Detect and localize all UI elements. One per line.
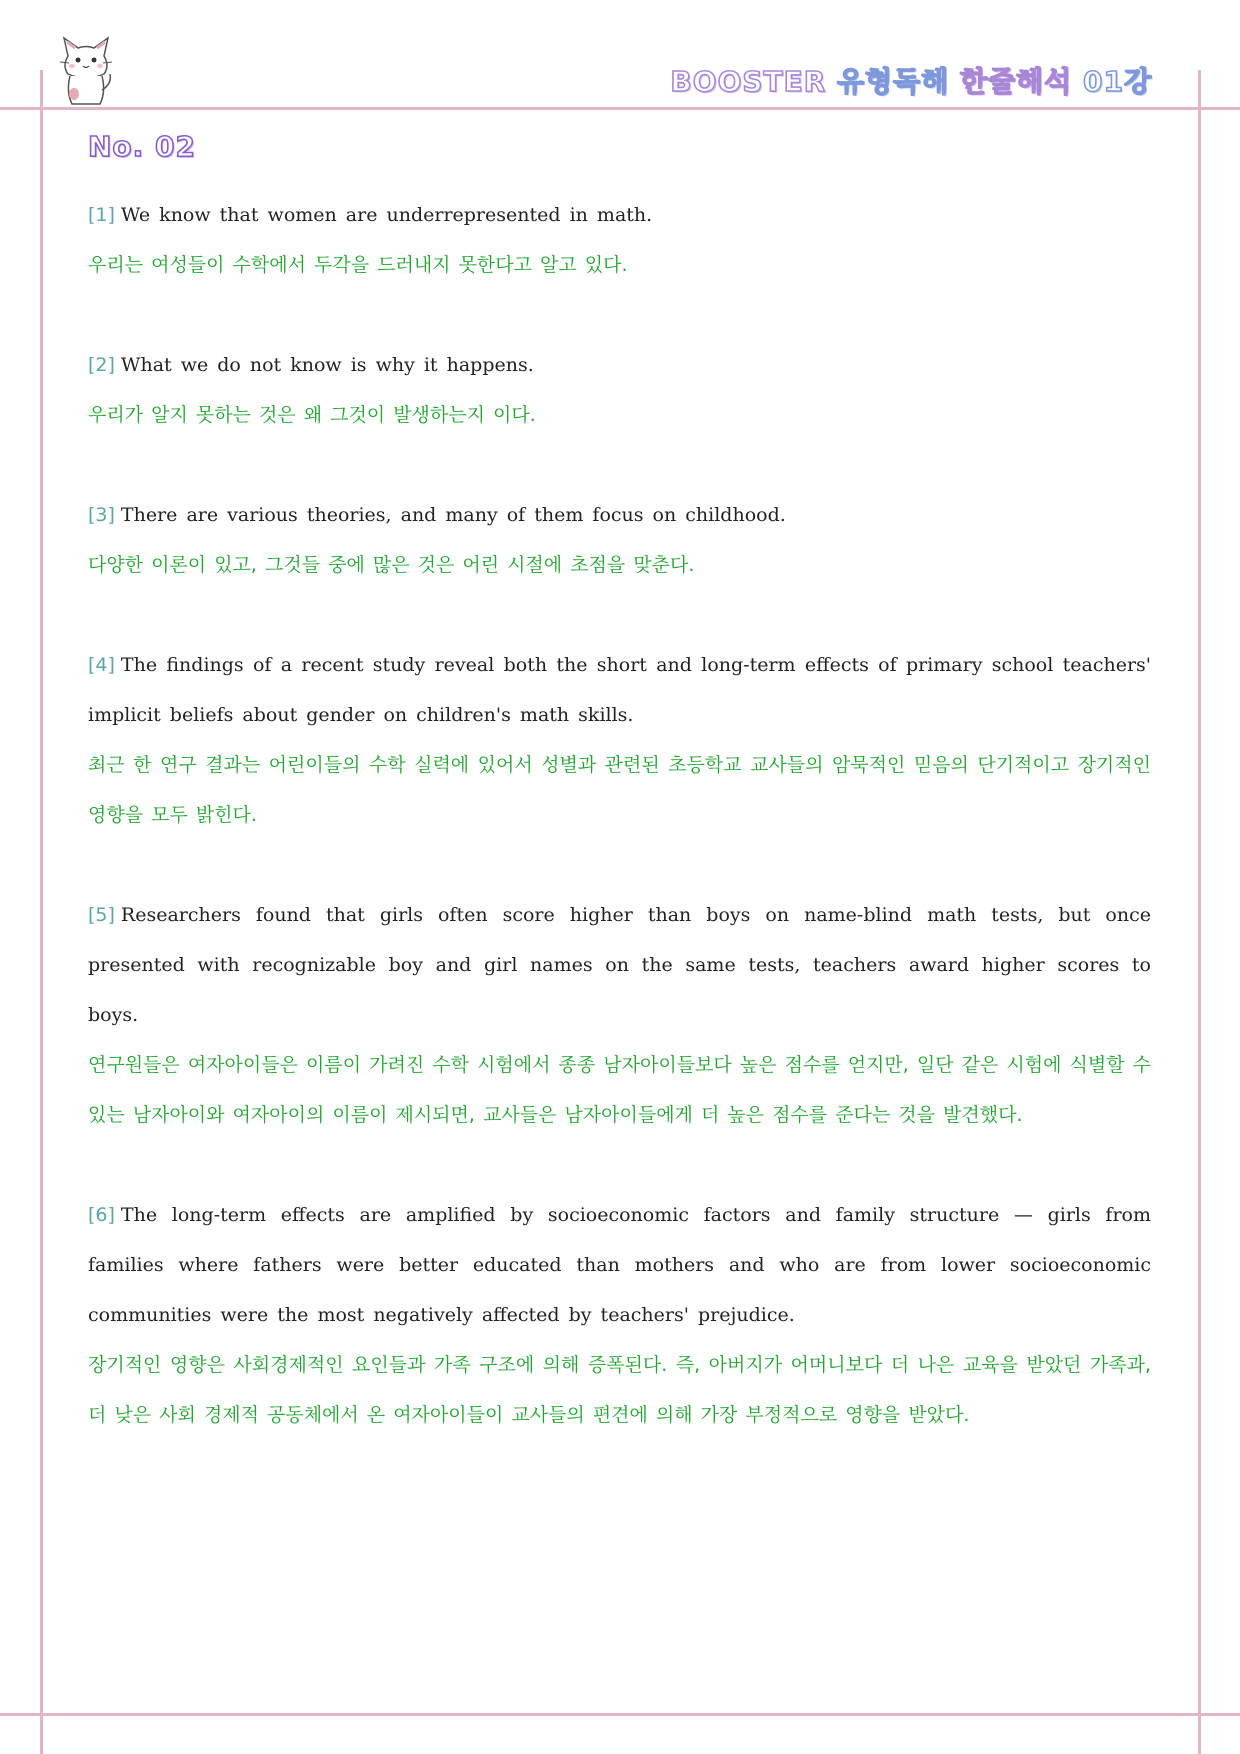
header-title-line: 한줄해석 [960,65,1073,98]
sentence-number: [5] [88,904,115,926]
footer-divider [0,1713,1240,1716]
sentence-number: [3] [88,504,115,526]
left-border [40,70,43,1754]
sentence-block [88,490,1151,590]
header-title-type: 유형독해 [837,65,950,98]
sentence-block [88,190,1151,290]
sentence-block [88,340,1151,440]
korean-translation: 우리는 여성들이 수학에서 두각을 드러내지 못한다고 알고 있다. [88,254,628,276]
sentence-number: [4] [88,654,115,676]
english-text: The findings of a recent study reveal both the short and long-term effects of primary school teachers' implicit beliefs about gender on children's math skills. [88,654,1151,726]
korean-translation: 장기적인 영향은 사회경제적인 요인들과 가족 구조에 의해 증폭된다. 즉, 아버지가 어머니보다 더 나은 교육을 받았던 가족과, 더 낮은 사회 경제적 공동체에서 온 여자아이들이 교사들의 편견에 의해 가장 부정적으로 영향을 받았다. [88,1354,1151,1426]
english-text: The long-term effects are amplified by socioeconomic factors and family structure — girls from families where fathers were better educated than mothers and who are from lower socioeconomic communities were the most negatively affected by teachers' prejudice. [88,1204,1151,1326]
english-sentence [88,640,1151,740]
english-sentence [88,190,1151,240]
header-title [670,60,1152,100]
sentence-number: [6] [88,1204,115,1226]
sentence-list [88,190,1151,1490]
english-sentence [88,890,1151,1040]
sentence-number: [2] [88,354,115,376]
english-text: There are various theories, and many of them focus on childhood. [120,504,786,526]
section-number: No. 02 [88,130,197,163]
english-sentence [88,490,1151,540]
cat-mascot-icon [56,34,116,106]
korean-translation: 우리가 알지 못하는 것은 왜 그것이 발생하는지 이다. [88,404,536,426]
sentence-block [88,1190,1151,1440]
sentence-number: [1] [88,204,115,226]
english-sentence [88,1190,1151,1340]
korean-translation: 다양한 이론이 있고, 그것들 중에 많은 것은 어린 시절에 초점을 맞춘다. [88,554,695,576]
header-title-lesson: 01강 [1082,65,1152,98]
english-text: What we do not know is why it happens. [120,354,534,376]
english-text: We know that women are underrepresented in math. [120,204,653,226]
korean-translation: 최근 한 연구 결과는 어린이들의 수학 실력에 있어서 성별과 관련된 초등학교 교사들의 암묵적인 믿음의 단기적이고 장기적인 영향을 모두 밝힌다. [88,754,1151,826]
korean-translation: 연구원들은 여자아이들은 이름이 가려진 수학 시험에서 종종 남자아이들보다 높은 점수를 얻지만, 일단 같은 시험에 식별할 수 있는 남자아이와 여자아이의 이름이 제시되면, 교사들은 남자아이들에게 더 높은 점수를 준다는 것을 발견했다. [88,1054,1151,1126]
right-border [1198,70,1201,1754]
header-title-booster: BOOSTER [670,65,827,98]
sentence-block [88,640,1151,840]
header-divider [0,107,1240,110]
sentence-block [88,890,1151,1140]
english-text: Researchers found that girls often score higher than boys on name-blind math tests, but once presented with recognizable boy and girl names on the same tests, teachers award higher scores to boys. [88,904,1151,1026]
english-sentence [88,340,1151,390]
